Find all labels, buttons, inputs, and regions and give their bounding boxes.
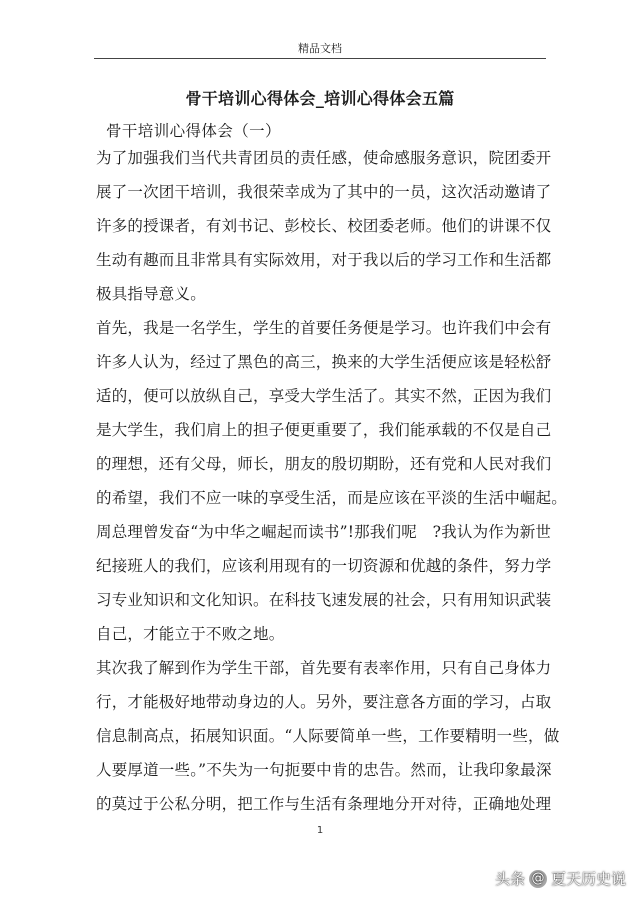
text-line: 极具指导意义。	[96, 285, 206, 303]
text-line: 周总理曾发奋“为中华之崛起而读书”!那我们呢 ?我认为作为新世	[96, 523, 552, 541]
text-line: 纪接班人的我们，应该利用现有的一切资源和优越的条件，努力学	[96, 557, 552, 575]
section-subtitle: 骨干培训心得体会（一）	[106, 122, 281, 140]
header-divider	[94, 58, 546, 59]
page-number: 1	[316, 825, 324, 836]
text-line: 的希望，我们不应一味的享受生活，而是应该在平淡的生活中崛起。	[96, 489, 568, 507]
text-line: 人要厚道一些。”不失为一句扼要中肯的忠告。然而，让我印象最深	[96, 761, 552, 779]
text-line: 首先，我是一名学生，学生的首要任务便是学习。也许我们中会有	[96, 319, 552, 337]
paragraph	[96, 311, 568, 651]
text-line: 适的，便可以放纵自己，享受大学生活了。其实不然，正因为我们	[96, 387, 552, 405]
text-line: 习专业知识和文化知识。在科技飞速发展的社会，只有用知识武装	[96, 591, 552, 609]
document-body	[96, 141, 568, 821]
text-line: 许多的授课者，有刘书记、彭校长、校团委老师。他们的讲课不仅	[96, 217, 552, 235]
paragraph	[96, 651, 560, 821]
page-header: 精品文档	[298, 42, 342, 55]
watermark-account: 夏天历史说	[550, 870, 626, 888]
text-line: 其次我了解到作为学生干部，首先要有表率作用，只有自己身体力	[96, 659, 552, 677]
text-line: 信息制高点，拓展知识面。“人际要简单一些，工作要精明一些，做	[96, 727, 560, 745]
text-line: 行，才能极好地带动身边的人。另外，要注意各方面的学习，占取	[96, 693, 552, 711]
text-line: 为了加强我们当代共青团员的责任感，使命感服务意识，院团委开	[96, 149, 552, 167]
text-line: 是大学生，我们肩上的担子便更重要了，我们能承载的不仅是自己	[96, 421, 552, 439]
text-line: 许多人认为，经过了黑色的高三，换来的大学生活便应该是轻松舒	[96, 353, 552, 371]
watermark-prefix: 头条	[494, 870, 525, 888]
document-title: 骨干培训心得体会_培训心得体会五篇	[185, 89, 455, 108]
text-line: 生动有趣而且非常具有实际效用，对于我以后的学习工作和生活都	[96, 251, 552, 269]
paragraph	[96, 141, 552, 311]
text-line: 的理想，还有父母，师长，朋友的殷切期盼，还有党和人民对我们	[96, 455, 552, 473]
at-icon: @	[529, 870, 547, 888]
text-line: 的莫过于公私分明，把工作与生活有条理地分开对待，正确地处理	[96, 795, 552, 813]
text-line: 展了一次团干培训，我很荣幸成为了其中的一员，这次活动邀请了	[96, 183, 552, 201]
text-line: 自己，才能立于不败之地。	[96, 625, 285, 643]
watermark	[495, 868, 626, 889]
